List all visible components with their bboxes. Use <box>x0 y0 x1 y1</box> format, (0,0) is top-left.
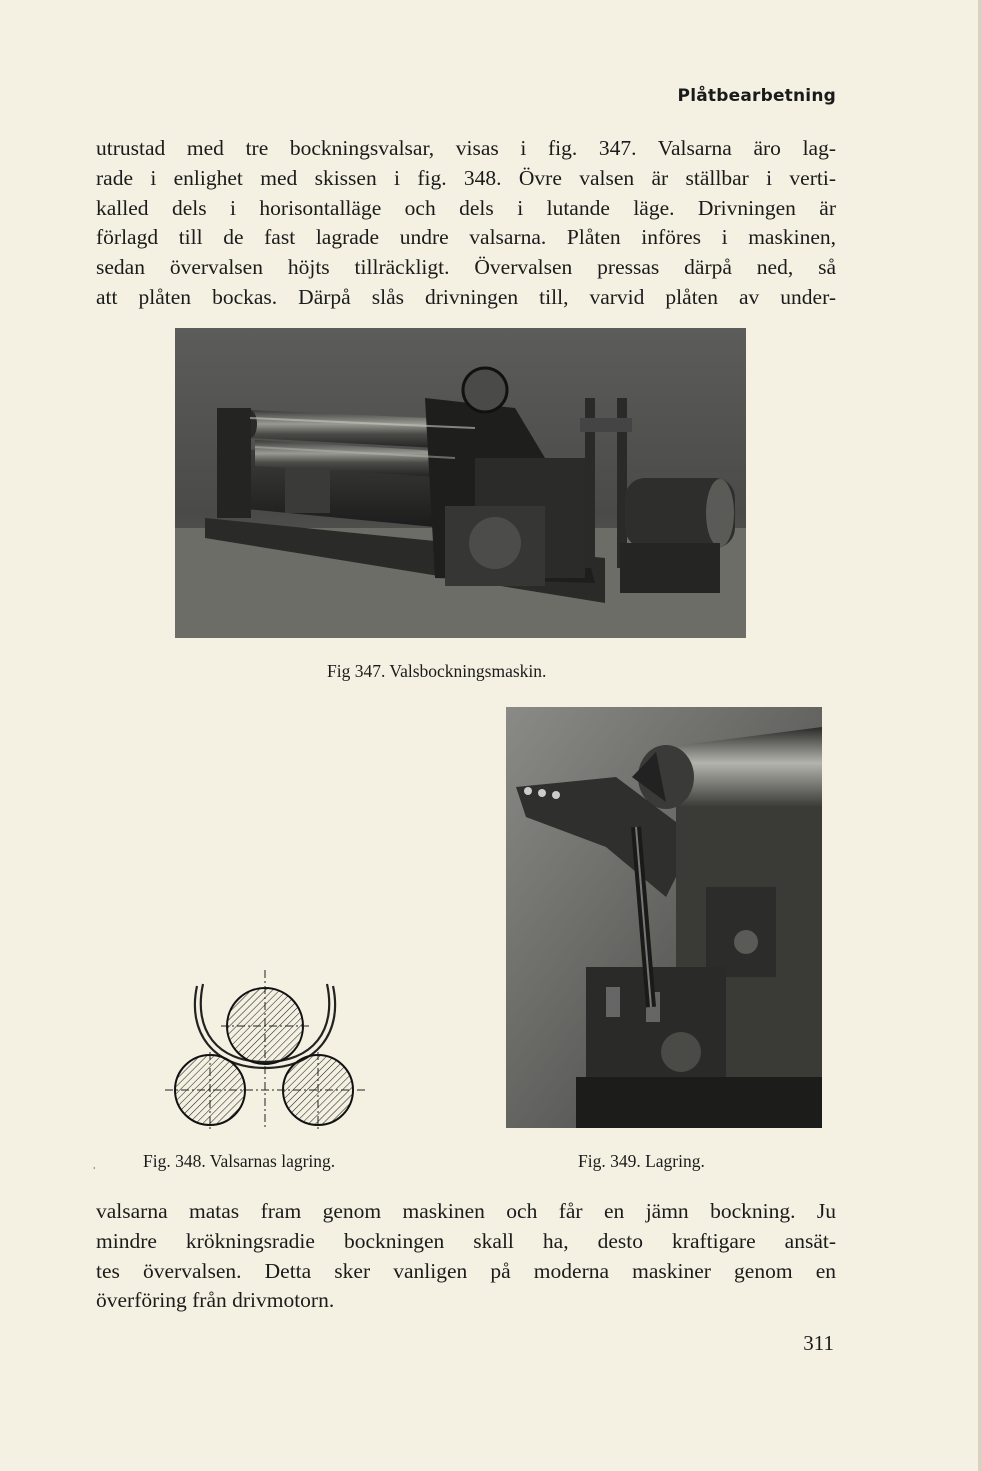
paragraph-line: valsarna matas fram genom maskinen och får en jämn bockning. Ju <box>96 1199 836 1223</box>
paragraph-line: kalled dels i horisontalläge och dels i lutande läge. Drivningen är <box>96 195 836 220</box>
paragraph-line: förlagd till de fast lagrade undre valsarna. Plåten införes i maskinen, <box>96 225 836 250</box>
fig347-caption: Fig 347. Valsbockningsmaskin. <box>327 661 547 681</box>
fig348-caption: Fig. 348. Valsarnas lagring. <box>143 1151 336 1171</box>
paragraph-line: utrustad med tre bockningsvalsar, visas i fig. 347. Valsarna äro lag- <box>96 136 836 160</box>
running-head: Plåtbearbetning <box>677 86 836 106</box>
bending-machine-illustration <box>175 328 746 638</box>
paragraph-line: att plåten bockas. Därpå slås drivningen till, varvid plåten av under- <box>96 284 836 309</box>
fig349-caption: Fig. 349. Lagring. <box>578 1151 705 1171</box>
paragraph-line: rade i enlighet med skissen i fig. 348. Övre valsen är ställbar i verti- <box>96 165 836 190</box>
paragraph-line: överföring från drivmotorn. <box>96 1288 335 1313</box>
fig349-photo <box>506 707 822 1128</box>
page-number: 311 <box>803 1331 834 1355</box>
fig347-photo <box>175 328 746 638</box>
paragraph-line: sedan övervalsen höjts tillräckligt. Övervalsen pressas därpå ned, så <box>96 255 836 280</box>
fig348-roll-diagram <box>165 970 365 1130</box>
paragraph-line: tes övervalsen. Detta sker vanligen på moderna maskiner genom en <box>96 1258 836 1283</box>
paragraph-bottom <box>96 1197 836 1316</box>
margin-mark: ˌ <box>92 1154 97 1169</box>
paragraph-top <box>96 134 836 313</box>
bearing-illustration <box>506 707 822 1128</box>
paragraph-line: mindre krökningsradie bockningen skall ha, desto kraftigare ansät- <box>96 1228 836 1253</box>
page-edge <box>978 0 982 1471</box>
